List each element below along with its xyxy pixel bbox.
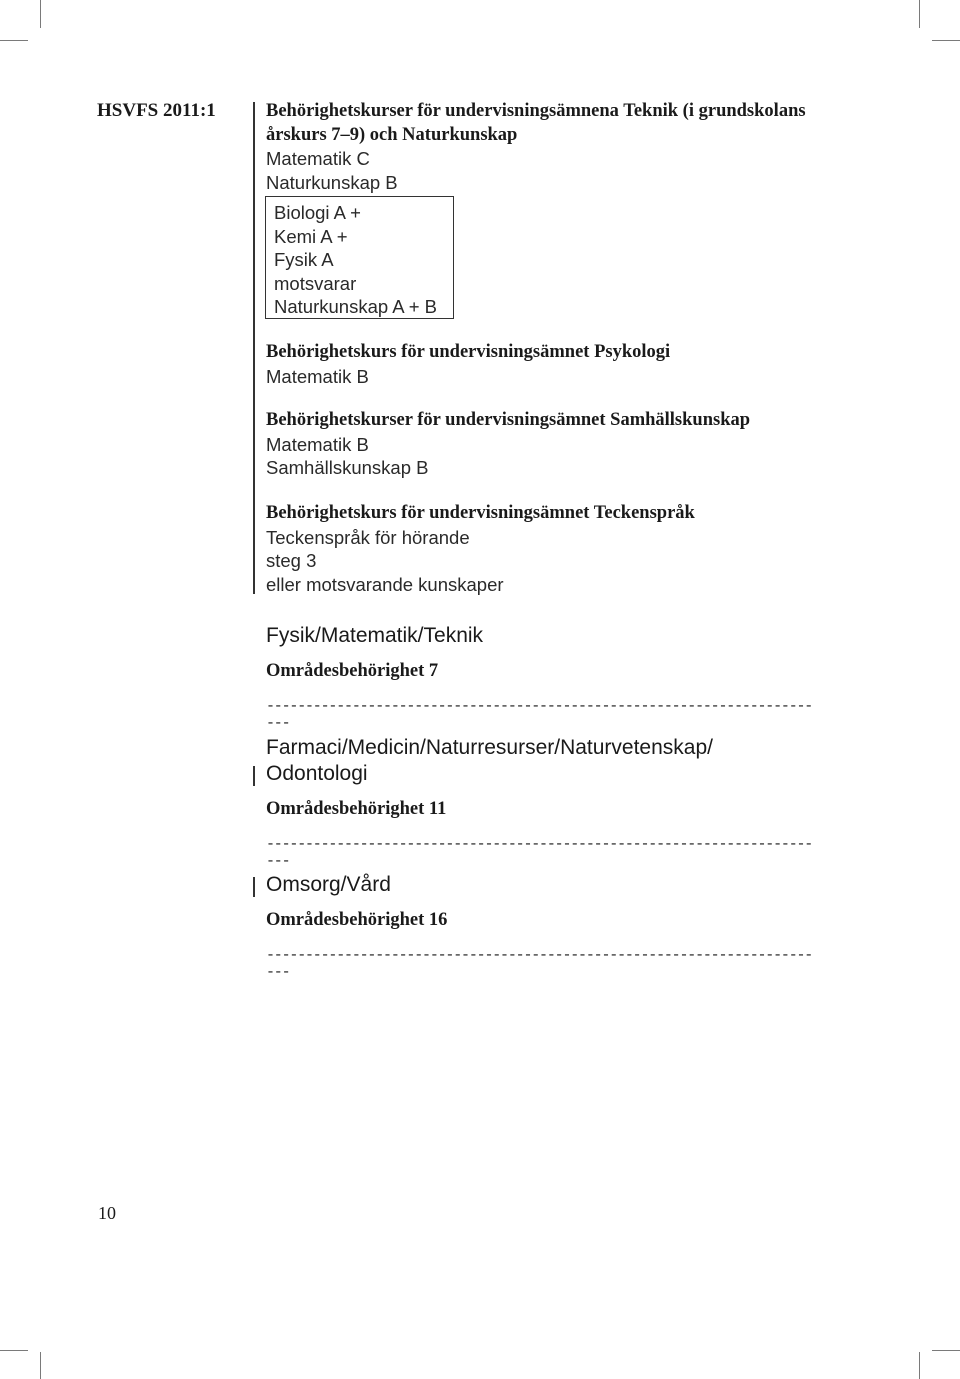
section-subtitle: Områdesbehörighet 11 [266, 799, 447, 819]
box-line: motsvarar [274, 272, 357, 294]
block-heading: Behörighetskurs för undervisningsämnet Teckenspråk [266, 503, 695, 523]
equivalence-box [265, 196, 454, 319]
box-line: Naturkunskap A + B [274, 296, 438, 317]
course-item: Matematik B [266, 365, 369, 387]
crop-mark [919, 0, 920, 28]
block-samhallskunskap [266, 409, 750, 480]
crop-mark [932, 40, 960, 41]
section-subtitle: Områdesbehörighet 16 [266, 910, 448, 930]
course-item: eller motsvarande kunskaper [266, 573, 504, 595]
block-heading: Behörighetskurser för undervisningsämnet Samhällskunskap [266, 410, 751, 430]
separator-line: ------------------------------------------------------------------------- [266, 698, 813, 732]
block-teknik-naturkunskap [266, 100, 806, 194]
crop-mark [0, 1350, 28, 1351]
page-number: 10 [98, 1203, 116, 1223]
crop-mark [0, 40, 28, 41]
box-line: Kemi A + [274, 225, 348, 247]
section-title: Fysik/Matematik/Teknik [266, 624, 484, 647]
section-subtitle: Områdesbehörighet 7 [266, 661, 439, 681]
course-item: Matematik C [266, 148, 370, 169]
section-title: Omsorg/Vård [266, 873, 391, 896]
block-teckensprak [266, 502, 695, 596]
crop-mark [40, 1352, 41, 1379]
block-psykologi [266, 341, 670, 388]
crop-mark [40, 0, 41, 28]
course-item: steg 3 [266, 550, 317, 571]
course-item: Naturkunskap B [266, 171, 398, 193]
change-bar [253, 102, 255, 594]
document-code: HSVFS 2011:1 [97, 100, 216, 121]
separator-line: ------------------------------------------------------------------------- [266, 947, 813, 981]
course-item: Matematik B [266, 433, 369, 455]
box-line: Biologi A + [274, 202, 361, 223]
course-item: Samhällskunskap B [266, 457, 429, 478]
section-title: Farmaci/Medicin/Naturresurser/Naturvetenskap/ [266, 736, 713, 759]
change-bar [253, 877, 255, 897]
section-title: Odontologi [266, 762, 368, 785]
course-item: Teckenspråk för hörande [266, 526, 470, 548]
change-bar [253, 766, 255, 786]
block-heading: Behörighetskurser för undervisningsämnena Teknik (i grundskolans [266, 101, 806, 121]
crop-mark [932, 1350, 960, 1351]
block-heading: årskurs 7–9) och Naturkunskap [266, 124, 518, 145]
block-heading: Behörighetskurs för undervisningsämnet Psykologi [266, 342, 671, 362]
crop-mark [919, 1352, 920, 1379]
separator-line: ------------------------------------------------------------------------- [266, 836, 813, 870]
box-line: Fysik A [274, 249, 334, 270]
